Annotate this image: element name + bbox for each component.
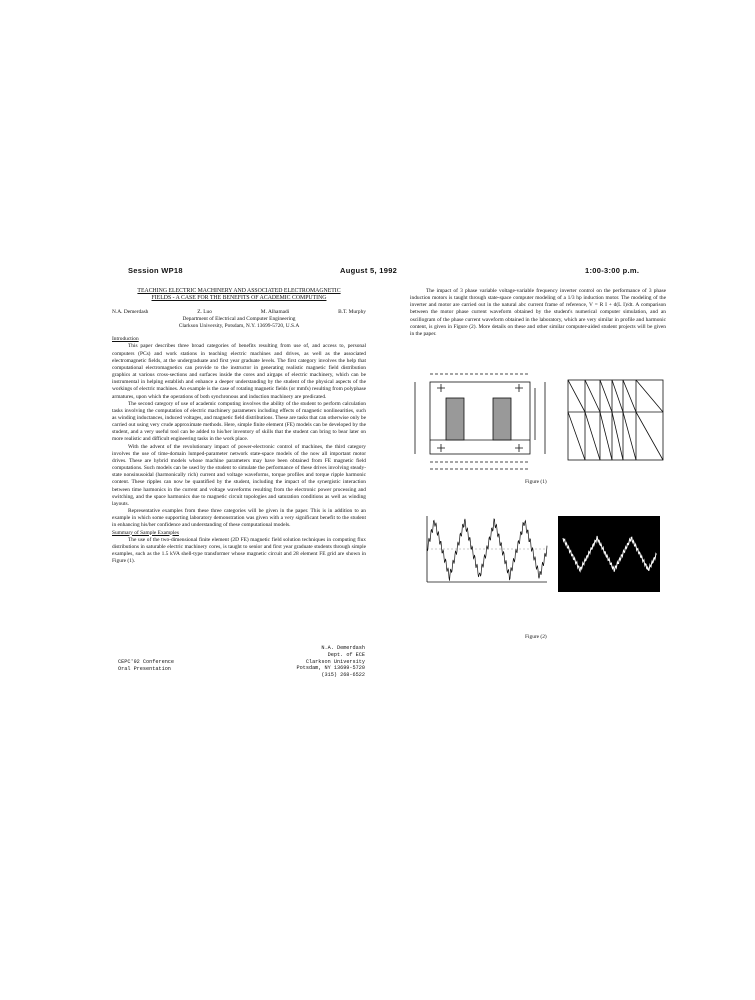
author: B.T. Murphy — [338, 308, 366, 315]
conference-label: CEPC'92 Conference — [118, 659, 175, 665]
session-time: 1:00-3:00 p.m. — [585, 266, 640, 275]
paragraph: The use of the two-dimensional finite element (2D FE) magnetic field solution techniques in computing flux distributions in saturable electric machinery cores, is taught to senior and first year graduate students through simple examples, such as the 1.5 kVA shell-type transformer whose magnetic circuit and 28 element FE grid are shown in Figure (1). — [112, 536, 366, 565]
winding-right — [493, 398, 511, 440]
figure-2 — [405, 510, 670, 595]
session-date: August 5, 1992 — [340, 266, 398, 275]
paragraph: The second category of use of academic computing involves the ability of the student to perform calculation tasks involving the computation of electric machinery parameters including effects of magnetic nonlinearities, such as winding inductances, induced voltages, and magnetic field distributions. These are tasks that can otherwise only be carried out using very crude approximate methods. Here, simple finite element (FE) models can be developed by the student, and a very useful tool can be added to his/her inventory of skills that the student can bring to bear later on more realistic and difficult engineering tasks in the work place. — [112, 400, 366, 443]
figure-1-caption: Figure (1) — [525, 479, 547, 485]
contact-line: Potsdam, NY 13699-5720 — [296, 665, 365, 672]
paper-title — [112, 288, 366, 303]
figure-2-caption: Figure (2) — [525, 634, 547, 640]
paragraph: With the advent of the revolutionary impact of power-electronic control of machines, the third category involves the use of time-domain lumped-parameter network state-space models of the now all important motor drives. These are hybrid models whose machine parameters may have been obtained from FE magnetic field computations. Such models can be used by the student to simulate the performance of these drives involving steady-state nonsinusoidal (harmonically rich) current and voltage waveforms, torque profiles and torque ripple harmonic content. These ripples can now be quantified by the student, including the impact of the synergistic interaction between time harmonics in the current and voltage waveforms resulting from the electronic power processing and switching, and the space harmonics due to magnetic circuit topologies and saturation conditions as well as winding layouts. — [112, 443, 366, 507]
oscillogram-screen — [558, 516, 660, 592]
summary-heading: Summary of Sample Examples — [112, 529, 179, 536]
fe-grid — [568, 380, 663, 460]
right-column — [410, 288, 666, 338]
paragraph: Representative examples from these three categories will be given in the paper. This is in addition to an example in which some supporting laboratory demonstration was given with a very significant benefit to the student in enhancing his/her confidence and understanding of these computational models. — [112, 508, 366, 529]
paragraph: The impact of 3 phase variable voltage-variable frequency inverter control on the performance of 3 phase induction motors is taught through state-space computer modeling of a 1/3 hp induction motor. The modeling of the inverter and motor are carried out in the natural abc current frame of reference, V = R I + d(L I)/dt. A comparison between the motor phase current waveform obtained by the student's numerical computer simulation, and an oscillogram of the phase current waveform obtained in the laboratory, which are very similar in profile and harmonic content, is given in Figure (2). More details on these and other similar computer-aided student projects will be given in the paper. — [410, 288, 666, 337]
simulated-waveform — [427, 519, 547, 581]
simulated-current-plot — [427, 516, 547, 582]
affiliation: Clarkson University, Potsdam, N.Y. 13699-5720, U.S.A — [178, 323, 300, 330]
footer-left — [118, 659, 174, 673]
paragraph: This paper describes three broad categories of benefits resulting from use of, and access to, personal computers (PCs) and work stations in teaching electric machines and drives, as well as the associated electromagnetic fields, at the undergraduate and first year graduate levels. The first category involves the help that computational electromagnetics can provide to the instructor in generating realistic magnetic field distribution graphics at various cross-sections and surfaces inside the cores and airgaps of electric machinery, which can be instrumental in helping establish and enhance a deeper understanding by the student of the physical aspects of the workings of electric machines. An example is the case of rotating magnetic fields (or mmfs) resulting from polyphase armatures, upon which the operations of both synchronous and induction machinery are predicated. — [112, 343, 366, 400]
presentation-label: Oral Presentation — [118, 665, 171, 672]
author: M. Alhamadi — [260, 308, 290, 315]
footer-contact — [285, 645, 365, 679]
winding-left — [446, 398, 464, 440]
contact-line: Clarkson University — [305, 658, 365, 665]
left-column — [112, 288, 366, 565]
transformer-drawing — [415, 374, 545, 469]
author: N.A. Demerdash — [112, 308, 149, 315]
figure-1 — [405, 368, 670, 478]
intro-heading: Introduction — [112, 336, 139, 343]
affiliation: Department of Electrical and Computer Engineering — [182, 315, 296, 322]
contact-line: (315) 268-6522 — [321, 672, 365, 679]
author-list — [112, 309, 366, 316]
author: Z. Luo — [197, 308, 212, 315]
contact-line: N.A. Demerdash — [321, 645, 365, 651]
session-label: Session WP18 — [128, 266, 183, 275]
title-line: TEACHING ELECTRIC MACHINERY AND ASSOCIATED ELECTROMAGNETIC — [137, 288, 341, 294]
contact-line: Dept. of ECE — [327, 651, 365, 658]
title-line: FIELDS - A CASE FOR THE BENEFITS OF ACADEMIC COMPUTING — [151, 295, 327, 302]
